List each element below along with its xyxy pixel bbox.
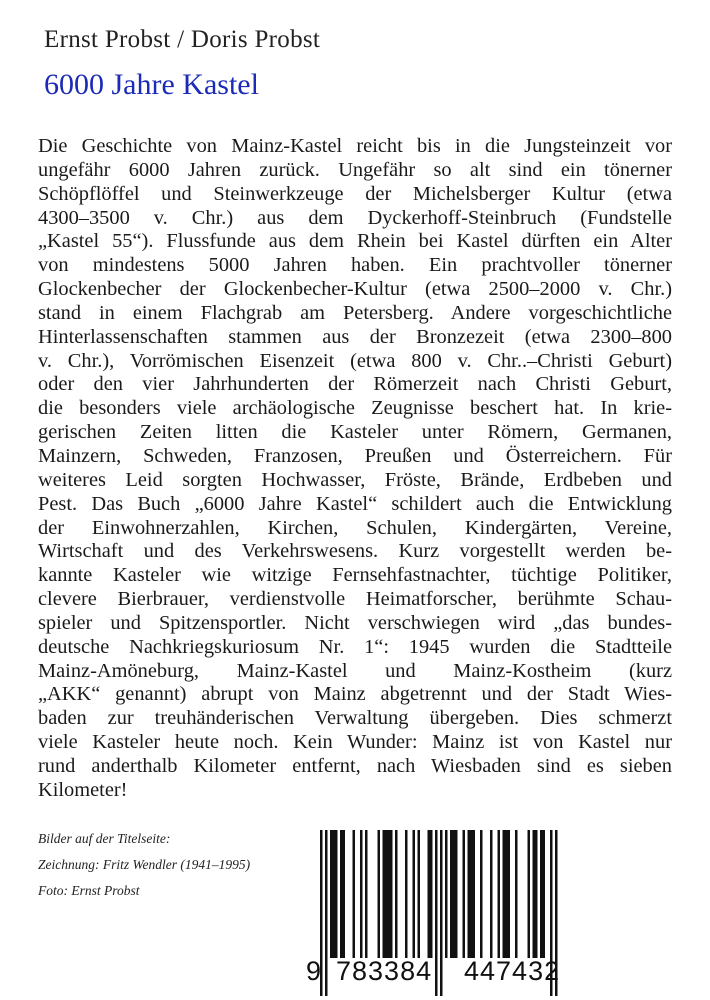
barcode-bar [428, 830, 431, 958]
blurb-line: spieler und Spitzensportler. Nicht verschwiegen wird „das bundes- [38, 611, 672, 634]
barcode-bar [535, 830, 538, 958]
barcode-bar [390, 830, 393, 958]
barcode-bar [490, 830, 493, 958]
barcode-bar [340, 830, 343, 958]
barcode-bar [480, 830, 483, 958]
blurb-line: Glockenbecher der Glockenbecher-Kultur (etwa 2500–2000 v. Chr.) [38, 278, 672, 301]
barcode-bar [330, 830, 333, 958]
barcode-bar [503, 830, 506, 958]
credits-heading: Bilder auf der Titelseite: [38, 831, 171, 846]
blurb-line: deutsche Nachkriegskuriosum Nr. 1“: 1945 wurden die Stadtteile [38, 635, 672, 658]
barcode-bar [335, 830, 338, 958]
blurb-line: von mindestens 5000 Jahren haben. Ein prachtvoller tönerner [38, 254, 672, 277]
barcode-bar [395, 830, 398, 958]
barcode-bar [413, 830, 416, 958]
blurb-line: Mainz-Amöneburg, Mainz-Kastel und Mainz-Kostheim (kurz [38, 659, 672, 682]
blurb-line: der Einwohnerzahlen, Kirchen, Schulen, Kindergärten, Vereine, [38, 516, 672, 539]
barcode-bar [508, 830, 511, 958]
barcode-bar [360, 830, 363, 958]
barcode-bar [463, 830, 466, 958]
barcode-bar [365, 830, 368, 958]
blurb-line: Die Geschichte von Mainz-Kastel reicht bis in die Jungsteinzeit vor [38, 135, 672, 157]
blurb-line: stand in einem Flachgrab am Petersberg. Andere vorgeschichtliche [38, 301, 672, 324]
blurb-line: die besonders viele archäologische Zeugnisse beschert hat. In krie- [38, 397, 672, 420]
author-names: Ernst Probst / Doris Probst [44, 26, 321, 53]
blurb-line: Schöpflöffel und Steinwerkzeuge der Michelsberger Kultur (etwa [38, 182, 672, 205]
barcode-bar [353, 830, 356, 958]
barcode-bar [343, 830, 346, 958]
barcode-bar [333, 830, 336, 958]
blurb-line: Kilometer! [38, 778, 128, 801]
blurb-line: rund anderthalb Kilometer entfernt, nach Wiesbaden sind es sieben [38, 754, 672, 777]
barcode-bar [473, 830, 476, 958]
barcode-digits-right: 447432 [464, 956, 561, 986]
barcode-bar [528, 830, 531, 958]
barcode-bar [540, 830, 543, 958]
barcode-bar [470, 830, 473, 958]
barcode-bar [505, 830, 508, 958]
barcode-bar [378, 830, 381, 958]
barcode-bar [455, 830, 458, 958]
blurb-line: baden zur treuhänderischen Verwaltung übergeben. Dies schmerzt [38, 707, 672, 730]
blurb-line: „Kastel 55“). Flussfunde aus dem Rhein bei Kastel dürften ein Alter [38, 230, 672, 253]
blurb-line: clevere Bierbrauer, verdienstvolle Heimatforscher, berühmte Schau- [38, 588, 672, 611]
barcode-bar [405, 830, 408, 958]
barcode-bar [325, 830, 328, 996]
barcode-bar [445, 830, 448, 958]
blurb-line: weiteres Leid sorgten Hochwasser, Fröste, Brände, Erdbeben und [38, 468, 672, 491]
barcode-bar [543, 830, 546, 958]
blurb-line: Hinterlassenschaften stammen aus der Bronzezeit (etwa 2300–800 [38, 325, 672, 348]
barcode-bar [453, 830, 456, 958]
barcode-bar [533, 830, 536, 958]
barcode-bar [498, 830, 501, 958]
blurb-line: „AKK“ genannt) abrupt von Mainz abgetrennt und der Stadt Wies- [38, 683, 672, 706]
barcode-bar [388, 830, 391, 958]
barcode-bar [440, 830, 443, 996]
blurb-line: oder den vier Jahrhunderten der Römerzeit nach Christi Geburt, [38, 373, 672, 396]
credits-photo: Foto: Ernst Probst [38, 883, 140, 898]
blurb-line: 4300–3500 v. Chr.) aus dem Dyckerhoff-Steinbruch (Fundstelle [38, 206, 672, 229]
barcode-bar [450, 830, 453, 958]
blurb-line: v. Chr.), Vorrömischen Eisenzeit (etwa 800 v. Chr..–Christi Geburt) [38, 349, 672, 372]
blurb-line: Wirtschaft und des Verkehrswesens. Kurz vorgestellt werden be- [38, 540, 672, 563]
barcode-bar [430, 830, 433, 958]
barcode-bar [385, 830, 388, 958]
barcode-bar [515, 830, 518, 958]
blurb-line: kannte Kasteler wie witzige Fernsehfastnachter, tüchtige Politiker, [38, 564, 672, 587]
blurb-line: ungefähr 6000 Jahren zurück. Ungefähr so alt sind ein tönerner [38, 158, 672, 181]
barcode-digits-left: 783384 [336, 956, 433, 986]
image-credits [38, 826, 250, 904]
barcode-bar [435, 830, 438, 996]
blurb-line: gerischen Zeiten litten die Kasteler unter Römern, Germanen, [38, 421, 672, 444]
barcode-bar [418, 830, 421, 958]
book-title: 6000 Jahre Kastel [44, 68, 259, 101]
blurb-line: viele Kasteler heute noch. Kein Wunder: Mainz ist von Kastel nur [38, 731, 672, 754]
barcode-bar [383, 830, 386, 958]
blurb-text [38, 135, 672, 803]
credits-drawing: Zeichnung: Fritz Wendler (1941–1995) [38, 857, 251, 872]
barcode-digit-first: 9 [306, 956, 322, 986]
blurb-line: Pest. Das Buch „6000 Jahre Kastel“ schildert auch die Entwicklung [38, 492, 672, 515]
barcode-bar [468, 830, 471, 958]
blurb-line: Mainzern, Schweden, Franzosen, Preußen und Österreichern. Für [38, 444, 672, 467]
